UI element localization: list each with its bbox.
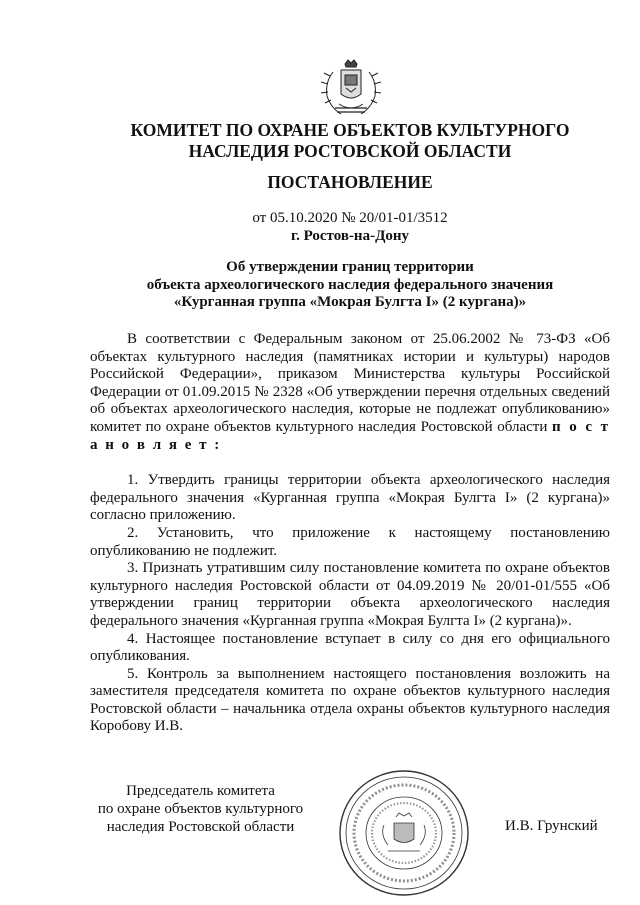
resolution-item-5: 5. Контроль за выполнением настоящего постановления возложить на заместителя председателя комитета по охране объектов культурного наследия Ростовской области – начальника отдела охраны объектов культурного наследия Коробову И.В.	[90, 665, 610, 735]
signer-position-line2: по охране объектов культурного	[97, 801, 304, 817]
signer-position	[88, 782, 313, 836]
document-body	[90, 331, 610, 736]
committee-name-line2: НАСЛЕДИЯ РОСТОВСКОЙ ОБЛАСТИ	[188, 141, 512, 161]
subject-line2: объекта археологического наследия федерального значения	[146, 276, 554, 293]
signer-name: И.В. Грунский	[505, 818, 598, 834]
document-type-title: ПОСТАНОВЛЕНИЕ	[267, 172, 433, 192]
coat-of-arms-icon	[319, 58, 383, 120]
resolves-word: п о с т а н о в л я е т :	[90, 418, 610, 453]
preamble-paragraph	[90, 331, 610, 454]
document-date-number: от 05.10.2020 № 20/01-01/3512	[252, 210, 448, 226]
resolution-item-4: 4. Настоящее постановление вступает в силу со дня его официального опубликования.	[90, 630, 610, 665]
subject-line1: Об утверждении границ территории	[226, 259, 474, 275]
document-subject	[90, 259, 610, 312]
signer-position-line1: Председатель комитета	[126, 783, 275, 799]
resolution-item-3: 3. Признать утратившим силу постановление комитета по охране объектов культурного наследия Ростовской области от 04.09.2019 № 20/01-01/555 «Об утверждении границ территории объекта археологического наследия федерального значения «Курганная группа «Мокрая Булгта I» (2 кургана)».	[90, 560, 610, 629]
document-city: г. Ростов-на-Дону	[290, 228, 410, 244]
resolution-item-2: 2. Установить, что приложение к настоящему постановлению опубликованию не подлежит.	[90, 524, 610, 559]
preamble-text: В соответствии с Федеральным законом от 25.06.2002 № 73-ФЗ «Об объектах культурного наследия (памятниках истории и культуры) народов Российской Федерации», приказом Министерства культуры Российской Федерации от 01.09.2015 № 2328 «Об утверждении перечня отдельных сведений об объектах археологического наследия, которые не подлежат опубликованию» комитет по охране объектов культурного наследия Ростовской области	[90, 331, 610, 435]
signer-position-line3: наследия Ростовской области	[106, 819, 295, 835]
seal-icon	[336, 767, 472, 899]
subject-line3: «Курганная группа «Мокрая Булгта I» (2 кургана)»	[173, 294, 527, 310]
committee-name-line1: КОМИТЕТ ПО ОХРАНЕ ОБЪЕКТОВ КУЛЬТУРНОГО	[130, 120, 570, 140]
resolution-item-1: 1. Утвердить границы территории объекта археологического наследия федерального значения «Курганная группа «Мокрая Булгта I» (2 кургана)» согласно приложению.	[90, 472, 610, 524]
committee-name	[90, 120, 610, 162]
